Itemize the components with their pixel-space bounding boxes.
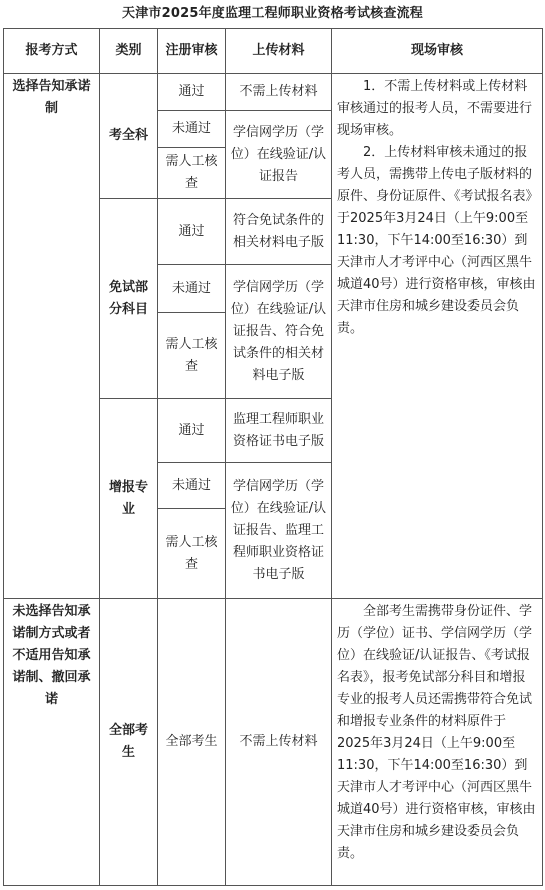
upload-cell: 监理工程师职业资格证书电子版 [226, 399, 332, 463]
review-process-table [3, 28, 543, 886]
status-cell: 需人工核查 [158, 313, 226, 399]
category-cell-additional: 增报专业 [100, 399, 158, 599]
onsite-paragraph-1: 1．不需上传材料或上传材料审核通过的报考人员，不需要进行现场审核。 [337, 79, 533, 138]
status-cell: 需人工核查 [158, 509, 226, 599]
status-cell: 未通过 [158, 111, 226, 148]
onsite-cell-commitment [332, 74, 543, 599]
status-cell: 未通过 [158, 265, 226, 313]
onsite-paragraph-2: 2．上传材料审核未通过的报考人员，需携带上传电子版材料的原件、身份证原件、《考试报名表》于2025年3月24日（上午9:00至11:30，下午14:00至16:30）到天津市人才考评中心（河西区黑牛城道40号）进行资格审核，审核由天津市住房和城乡建设委员会负责。 [337, 145, 536, 336]
upload-cell: 符合免试条件的相关材料电子版 [226, 199, 332, 265]
header-upload: 上传材料 [226, 29, 332, 74]
upload-cell: 学信网学历（学位）在线验证/认证报告、符合免试条件的相关材料电子版 [226, 265, 332, 399]
header-onsite: 现场审核 [332, 29, 543, 74]
category-cell-exempt: 免试部分科目 [100, 199, 158, 399]
category-cell-full: 考全科 [100, 74, 158, 199]
status-cell: 未通过 [158, 463, 226, 509]
header-category: 类别 [100, 29, 158, 74]
table-row [4, 74, 543, 111]
table-header-row [4, 29, 543, 74]
onsite-cell-no-commitment [332, 599, 543, 886]
status-cell: 通过 [158, 74, 226, 111]
page-title: 天津市2025年度监理工程师职业资格考试核查流程 [122, 6, 423, 21]
upload-cell: 学信网学历（学位）在线验证/认证报告 [226, 111, 332, 199]
header-method: 报考方式 [4, 29, 100, 74]
upload-cell: 不需上传材料 [226, 74, 332, 111]
method-cell-no-commitment: 未选择告知承诺制方式或者不适用告知承诺制、撤回承诺 [4, 599, 100, 886]
upload-cell: 学信网学历（学位）在线验证/认证报告、监理工程师职业资格证书电子版 [226, 463, 332, 599]
status-cell: 通过 [158, 399, 226, 463]
status-cell: 通过 [158, 199, 226, 265]
onsite-paragraph: 全部考生需携带身份证件、学历（学位）证书、学信网学历（学位）在线验证/认证报告、《考试报名表》，报考免试部分科目和增报专业的报考人员还需携带符合免试和增报专业条件的材料原件于2025年3月24日（上午9:00至11:30，下午14:00至16:30）到天津市人才考评中心（河西区黑牛城道40号）进行资格审核，审核由天津市住房和城乡建设委员会负责。 [337, 604, 536, 861]
table-row [4, 599, 543, 886]
method-cell-commitment: 选择告知承诺制 [4, 74, 100, 599]
status-cell: 需人工核查 [158, 148, 226, 199]
status-cell: 全部考生 [158, 599, 226, 886]
header-registration: 注册审核 [158, 29, 226, 74]
upload-cell: 不需上传材料 [226, 599, 332, 886]
category-cell-all: 全部考生 [100, 599, 158, 886]
